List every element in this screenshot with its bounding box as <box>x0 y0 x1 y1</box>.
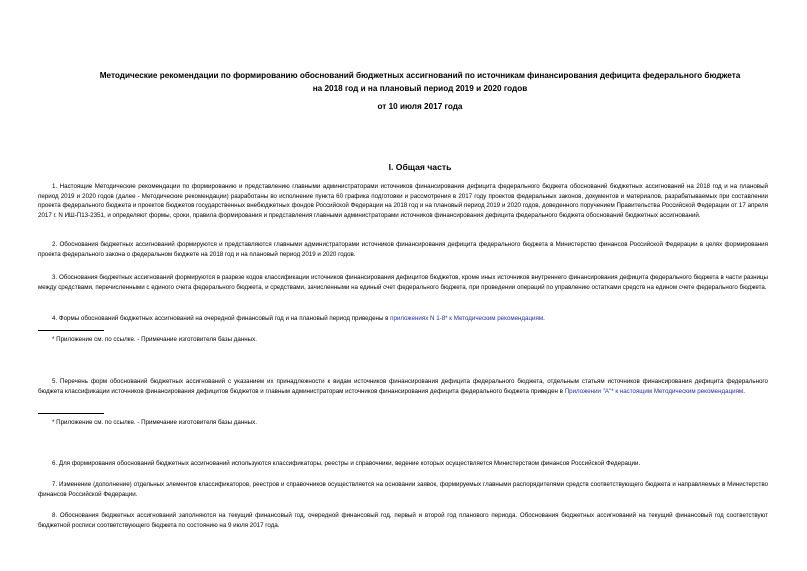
paragraph-5-text: 5. Перечень форм обоснований бюджетных ассигнований с указанием их принадлежности к видам источников финансирования дефицита федерального бюджета, отдельным статьям источников финансирования дефицита федерального бюджета классификации источников финансирования дефицитов бюджетов и главным администраторам источников финансирования дефицита федерального бюджета приведен в <box>38 378 768 395</box>
paragraph-2: 2. Обоснования бюджетных ассигнований формируются и представляются главными администраторами источников финансирования дефицита федерального бюджета в Министерство финансов Российской Федерации в целях формирования проекта федерального закона о федеральном бюджете на 2018 год и на плановый период 2019 и 2020 годов. <box>38 241 768 258</box>
appendix-1-8-link[interactable]: приложениях N 1-8* к Методическим рекомендациям <box>390 315 544 322</box>
paragraph-7: 7. Изменение (дополнение) отдельных элементов классификаторов, реестров и справочников осуществляется на основании заявок, формируемых главными распорядителями средств соответствующего бюджета и направляемых в Министерство финансов Российской Федерации. <box>38 481 768 498</box>
paragraph-5-end: . <box>743 387 745 395</box>
footnote-divider <box>38 330 104 331</box>
footnote-2: * Приложение см. по ссылке. - Примечание изготовителя базы данных. <box>52 419 257 426</box>
paragraph-4 <box>38 314 768 324</box>
paragraph-5 <box>38 377 768 396</box>
paragraph-4-text: 4. Формы обоснований бюджетных ассигнований на очередной финансовый год и на плановый период приведены в <box>52 315 391 322</box>
paragraph-4-end: . <box>543 315 545 322</box>
paragraph-8: 8. Обоснования бюджетных ассигнований заполняются на текущий финансовый год, очередной финансовый год, первый и второй год планового периода. Обоснования бюджетных ассигнований на текущий финансовый год соответствуют бюджетной росписи соответствующего бюджета по состоянию на 9 июля 2017 года. <box>38 512 768 529</box>
paragraph-1: 1. Настоящие Методические рекомендации по формированию и представлению главными администраторами источников финансирования дефицита федерального бюджета обоснований бюджетных ассигнований на 2018 год и на плановый период 2019 и 2020 годов (далее - Методические рекомендации) разработаны во исполнение пункта 60 графика подготовки и рассмотрения в 2017 году проектов федеральных законов, документов и материалов, разрабатываемых при составлении проекта федерального бюджета и проектов бюджетов государственных внебюджетных фондов Российской Федерации на 2018 год и на плановый период 2019 и 2020 годов, доведенного поручением Правительства Российской Федерации от 17 апреля 2017 г. N ИШ-П13-2351, и определяют формы, сроки, правила формирования и представления главными администраторами источников финансирования дефицита федерального бюджета обоснований бюджетных ассигнований. <box>38 183 768 219</box>
appendix-a-link[interactable]: Приложении "А"* к настоящим Методическим рекомендациям <box>564 387 744 395</box>
footnote-1: * Приложение см. по ссылке. - Примечание изготовителя базы данных. <box>52 336 257 343</box>
section-heading: I. Общая часть <box>388 162 452 172</box>
document-date: от 10 июля 2017 года <box>377 102 463 111</box>
document-title-line-2: на 2018 год и на плановый период 2019 и 2020 годов <box>312 83 528 93</box>
paragraph-6: 6. Для формирования обоснований бюджетных ассигнований используются классификаторы, реестры и справочники, ведение которых осуществляется Министерством финансов Российской Федерации. <box>52 460 641 467</box>
document-title-line-1: Методические рекомендации по формированию обоснований бюджетных ассигнований по источникам финансирования дефицита федерального бюджета <box>99 71 741 80</box>
footnote-divider <box>38 413 104 414</box>
paragraph-3: 3. Обоснования бюджетных ассигнований формируются в разрезе кодов классификации источников финансирования дефицитов бюджетов, кроме иных источников внутреннего финансирования дефицита федерального бюджета в части разницы между средствами, перечисленными с единого счета федерального бюджета, и средствами, зачисленными на единый счет федерального бюджета, при проведении операций по управлению остатками средств на едином счете федерального бюджета. <box>38 274 768 291</box>
document-title <box>40 70 800 95</box>
